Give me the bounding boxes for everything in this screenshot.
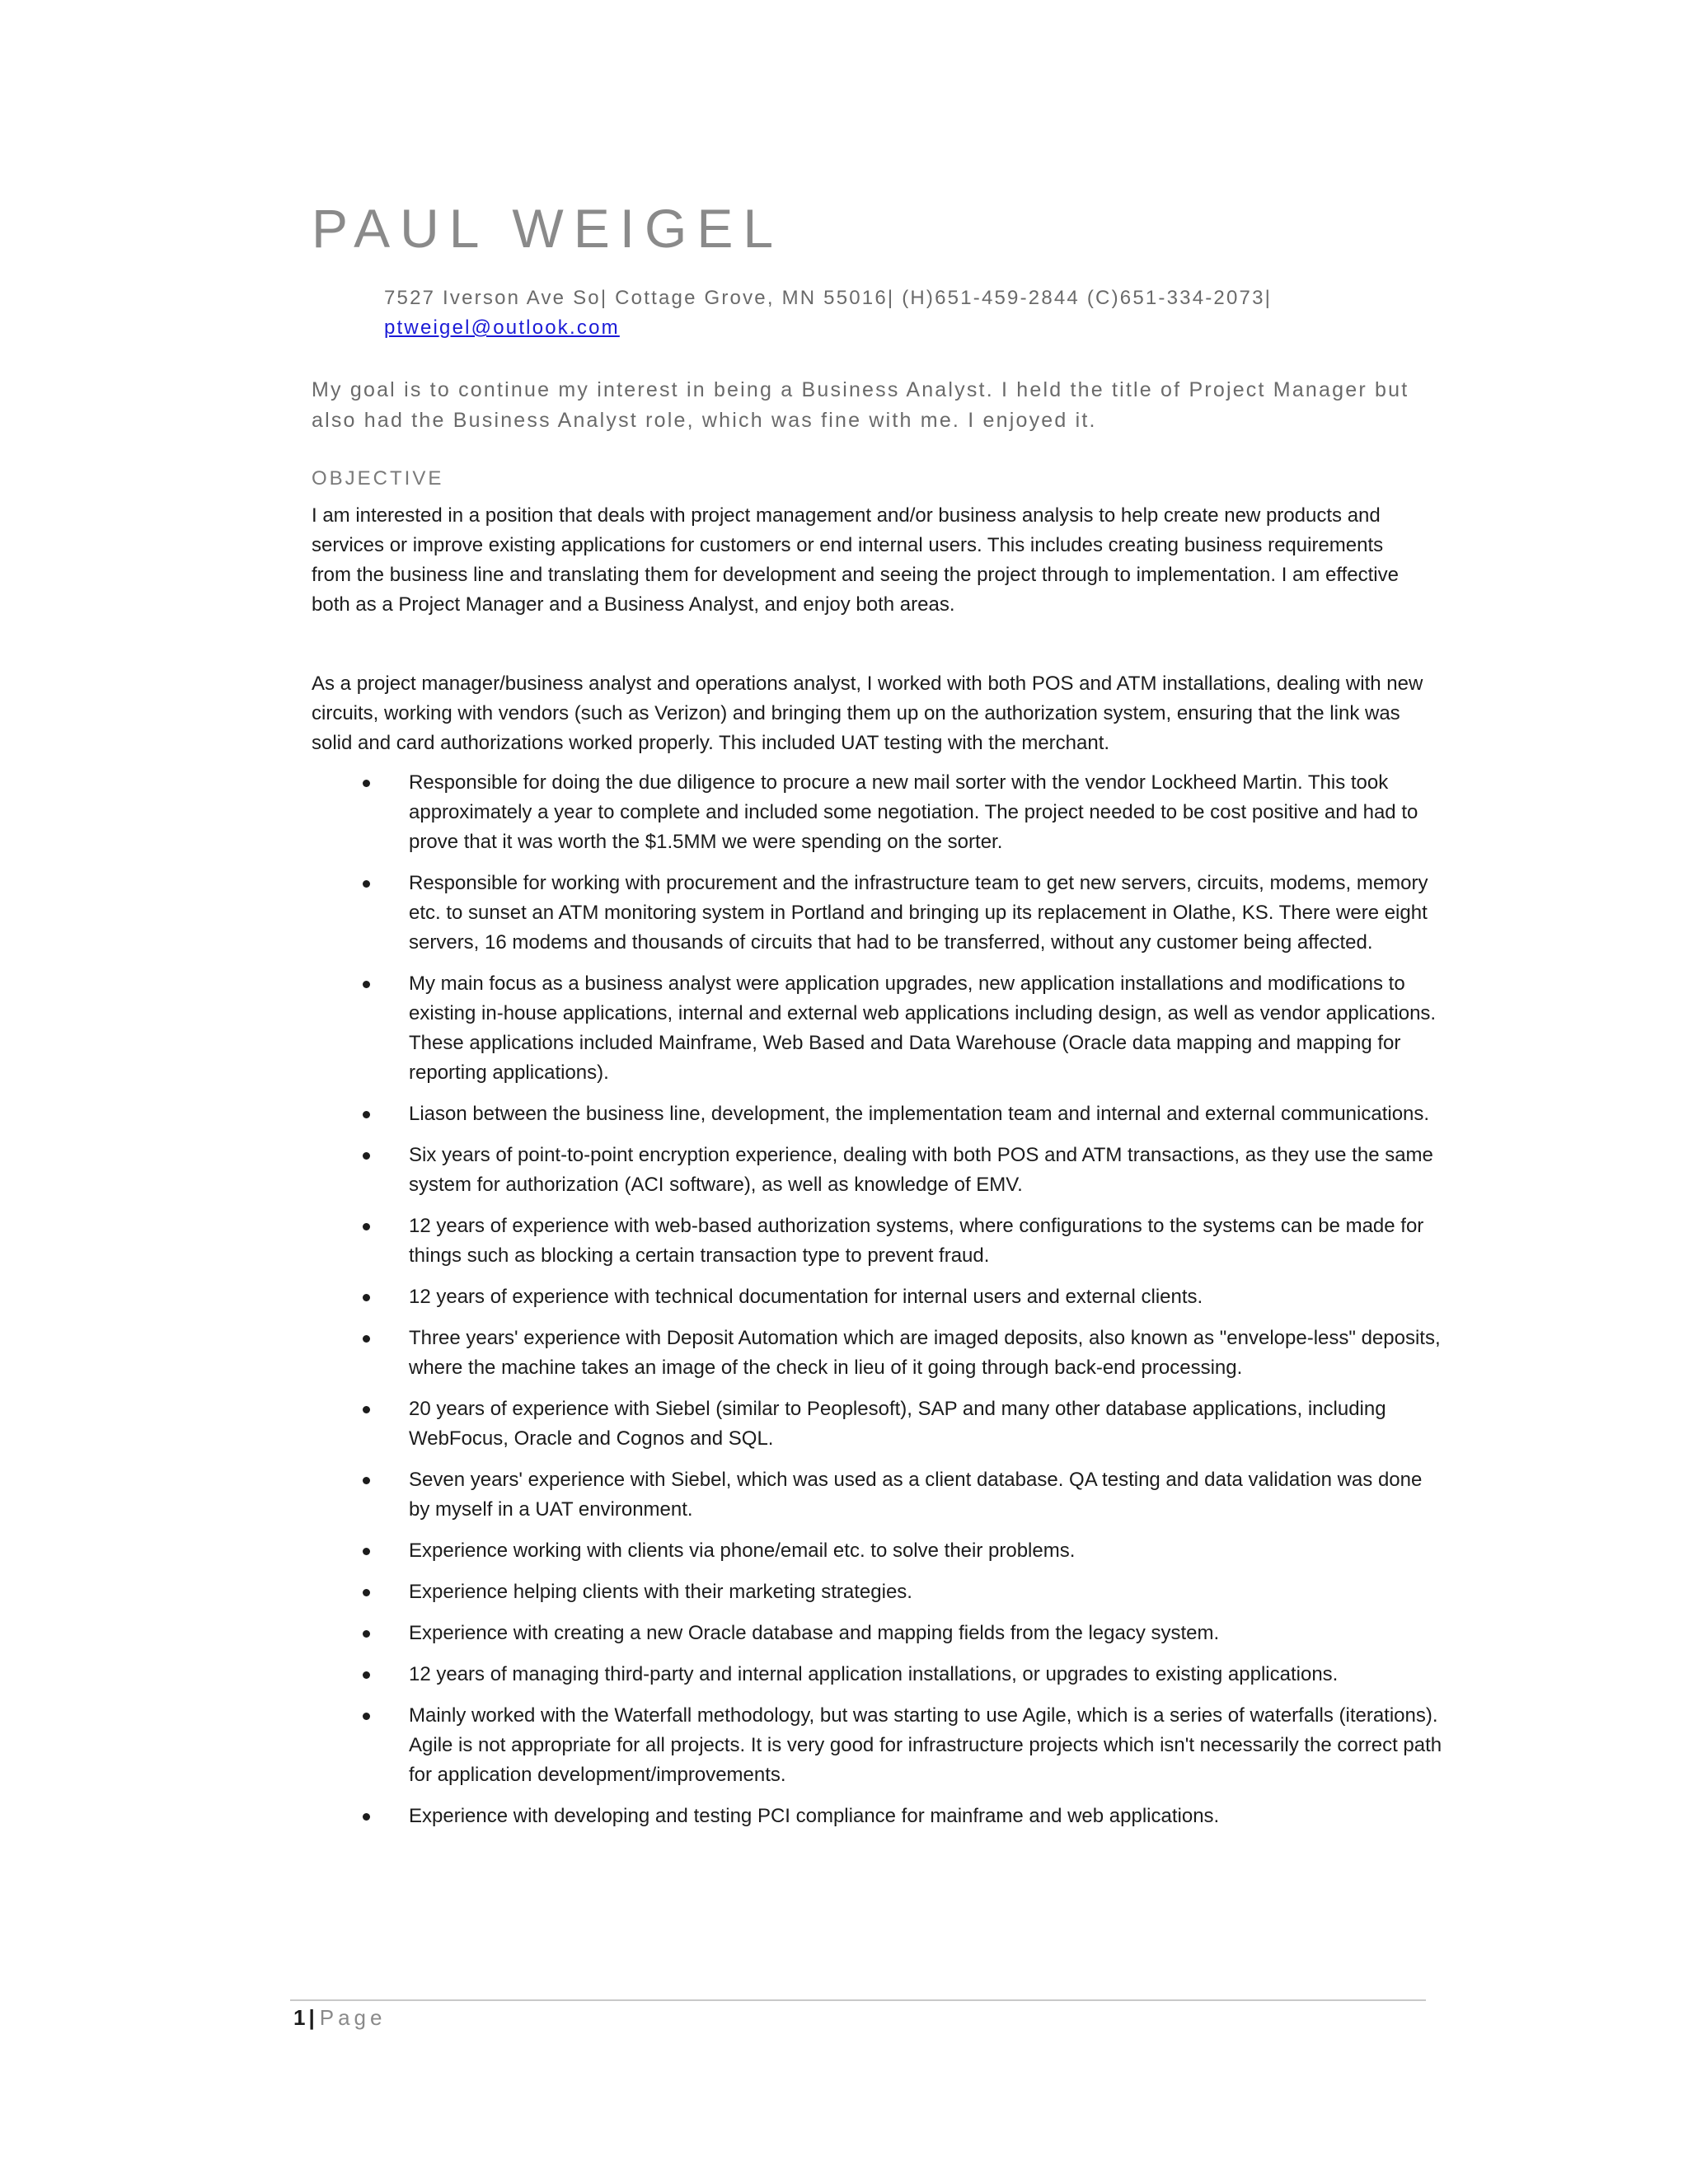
list-item: [312, 1660, 1445, 1690]
footer-separator: |: [308, 2005, 315, 2030]
bullet-icon: [363, 1223, 370, 1230]
objective-heading: OBJECTIVE: [312, 467, 444, 490]
footer-divider: [290, 1999, 1426, 2001]
bullet-text: 12 years of experience with web-based authorization systems, where configurations to the systems can be made for things such as blocking a certain transaction type to prevent fraud.: [409, 1215, 1424, 1267]
bullet-icon: [363, 1335, 370, 1343]
bullet-text: Experience with developing and testing PCI compliance for mainframe and web applications.: [409, 1805, 1220, 1827]
list-item: [312, 969, 1445, 1088]
page-footer: [293, 2003, 386, 2032]
bullet-text: Mainly worked with the Waterfall methodology, but was starting to use Agile, which is a series of waterfalls (iterations). Agile is not appropriate for all projects. It is very good for infrastructure projects which isn't necessarily the correct path for application development/improvements.: [409, 1704, 1442, 1786]
bullet-icon: [363, 1406, 370, 1413]
bullet-text: My main focus as a business analyst were application upgrades, new application installations and modifications to existing in-house applications, internal and external web applications including design, as well as vendor applications. These applications included Mainframe, Web Based and Data Warehouse (Oracle data mapping and mapping for reporting applications).: [409, 972, 1437, 1084]
bullet-icon: [363, 1671, 370, 1679]
bullet-text: 12 years of experience with technical documentation for internal users and external clients.: [409, 1286, 1203, 1308]
bullet-icon: [363, 1294, 370, 1301]
list-item: [312, 1802, 1445, 1831]
bullet-text: Liason between the business line, development, the implementation team and internal and external communications.: [409, 1103, 1430, 1125]
bullet-icon: [363, 1111, 370, 1118]
list-item: [312, 869, 1445, 958]
list-item: [312, 1141, 1445, 1200]
list-item: [312, 1282, 1445, 1312]
bullet-icon: [363, 1589, 370, 1596]
resume-name: PAUL WEIGEL: [312, 198, 784, 259]
experience-intro: As a project manager/business analyst and operations analyst, I worked with both POS and ATM installations, dealing with new circuits, working with vendors (such as Verizon) and bringing them up on the authorization system, ensuring that the link was solid and card authorizations worked properly. This included UAT testing with the merchant.: [312, 673, 1423, 754]
bullet-icon: [363, 981, 370, 988]
bullet-icon: [363, 1630, 370, 1638]
bullet-icon: [363, 1477, 370, 1484]
bullet-text: 20 years of experience with Siebel (similar to Peoplesoft), SAP and many other database applications, including WebFocus, Oracle and Cognos and SQL.: [409, 1398, 1386, 1450]
list-item: [312, 1212, 1445, 1271]
bullet-text: Experience with creating a new Oracle database and mapping fields from the legacy system.: [409, 1622, 1220, 1644]
page-number: 1: [293, 2005, 306, 2030]
bullet-icon: [363, 780, 370, 787]
bullet-text: Responsible for doing the due diligence to procure a new mail sorter with the vendor Lockheed Martin. This took approximately a year to complete and included some negotiation. The project needed to be cost positive and had to prove that it was worth the $1.5MM we were spending on the sorter.: [409, 771, 1418, 853]
bullet-text: Experience helping clients with their marketing strategies.: [409, 1581, 912, 1603]
bullet-icon: [363, 1813, 370, 1821]
list-item: [312, 768, 1445, 857]
contact-line: 7527 Iverson Ave So| Cottage Grove, MN 55016| (H)651-459-2844 (C)651-334-2073|: [384, 287, 1273, 309]
list-item: [312, 1324, 1445, 1383]
bullet-text: Three years' experience with Deposit Automation which are imaged deposits, also known as "envelope-less" deposits, where the machine takes an image of the check in lieu of it going through back-end processing.: [409, 1327, 1441, 1379]
experience-bullet-list: [312, 768, 1445, 1843]
bullet-text: 12 years of managing third-party and internal application installations, or upgrades to existing applications.: [409, 1663, 1339, 1685]
list-item: [312, 1394, 1445, 1454]
objective-text: I am interested in a position that deals with project management and/or business analysis to help create new products and services or improve existing applications for customers or end internal users. This includes creating business requirements from the business line and translating them for development and seeing the project through to implementation. I am effective both as a Project Manager and a Business Analyst, and enjoy both areas.: [312, 504, 1399, 616]
bullet-text: Seven years' experience with Siebel, which was used as a client database. QA testing and data validation was done by myself in a UAT environment.: [409, 1469, 1423, 1521]
list-item: [312, 1619, 1445, 1648]
list-item: [312, 1577, 1445, 1607]
list-item: [312, 1099, 1445, 1129]
bullet-icon: [363, 1713, 370, 1720]
bullet-icon: [363, 880, 370, 888]
bullet-text: Responsible for working with procurement and the infrastructure team to get new servers, circuits, modems, memory etc. to sunset an ATM monitoring system in Portland and bringing up its replacement in Olathe, KS. There were eight servers, 16 modems and thousands of circuits that had to be transferred, without any customer being affected.: [409, 872, 1428, 954]
contact-info: [384, 284, 1456, 343]
bullet-icon: [363, 1152, 370, 1160]
email-link[interactable]: ptweigel@outlook.com: [384, 316, 620, 339]
bullet-icon: [363, 1548, 370, 1555]
list-item: [312, 1536, 1445, 1566]
list-item: [312, 1465, 1445, 1525]
page-label: Page: [319, 2005, 387, 2030]
list-item: [312, 1701, 1445, 1790]
goal-statement: My goal is to continue my interest in being a Business Analyst. I held the title of Project Manager but also had the Business Analyst role, which was fine with me. I enjoyed it.: [312, 378, 1409, 432]
bullet-text: Six years of point-to-point encryption experience, dealing with both POS and ATM transactions, as they use the same system for authorization (ACI software), as well as knowledge of EMV.: [409, 1144, 1433, 1196]
bullet-text: Experience working with clients via phone/email etc. to solve their problems.: [409, 1540, 1076, 1562]
